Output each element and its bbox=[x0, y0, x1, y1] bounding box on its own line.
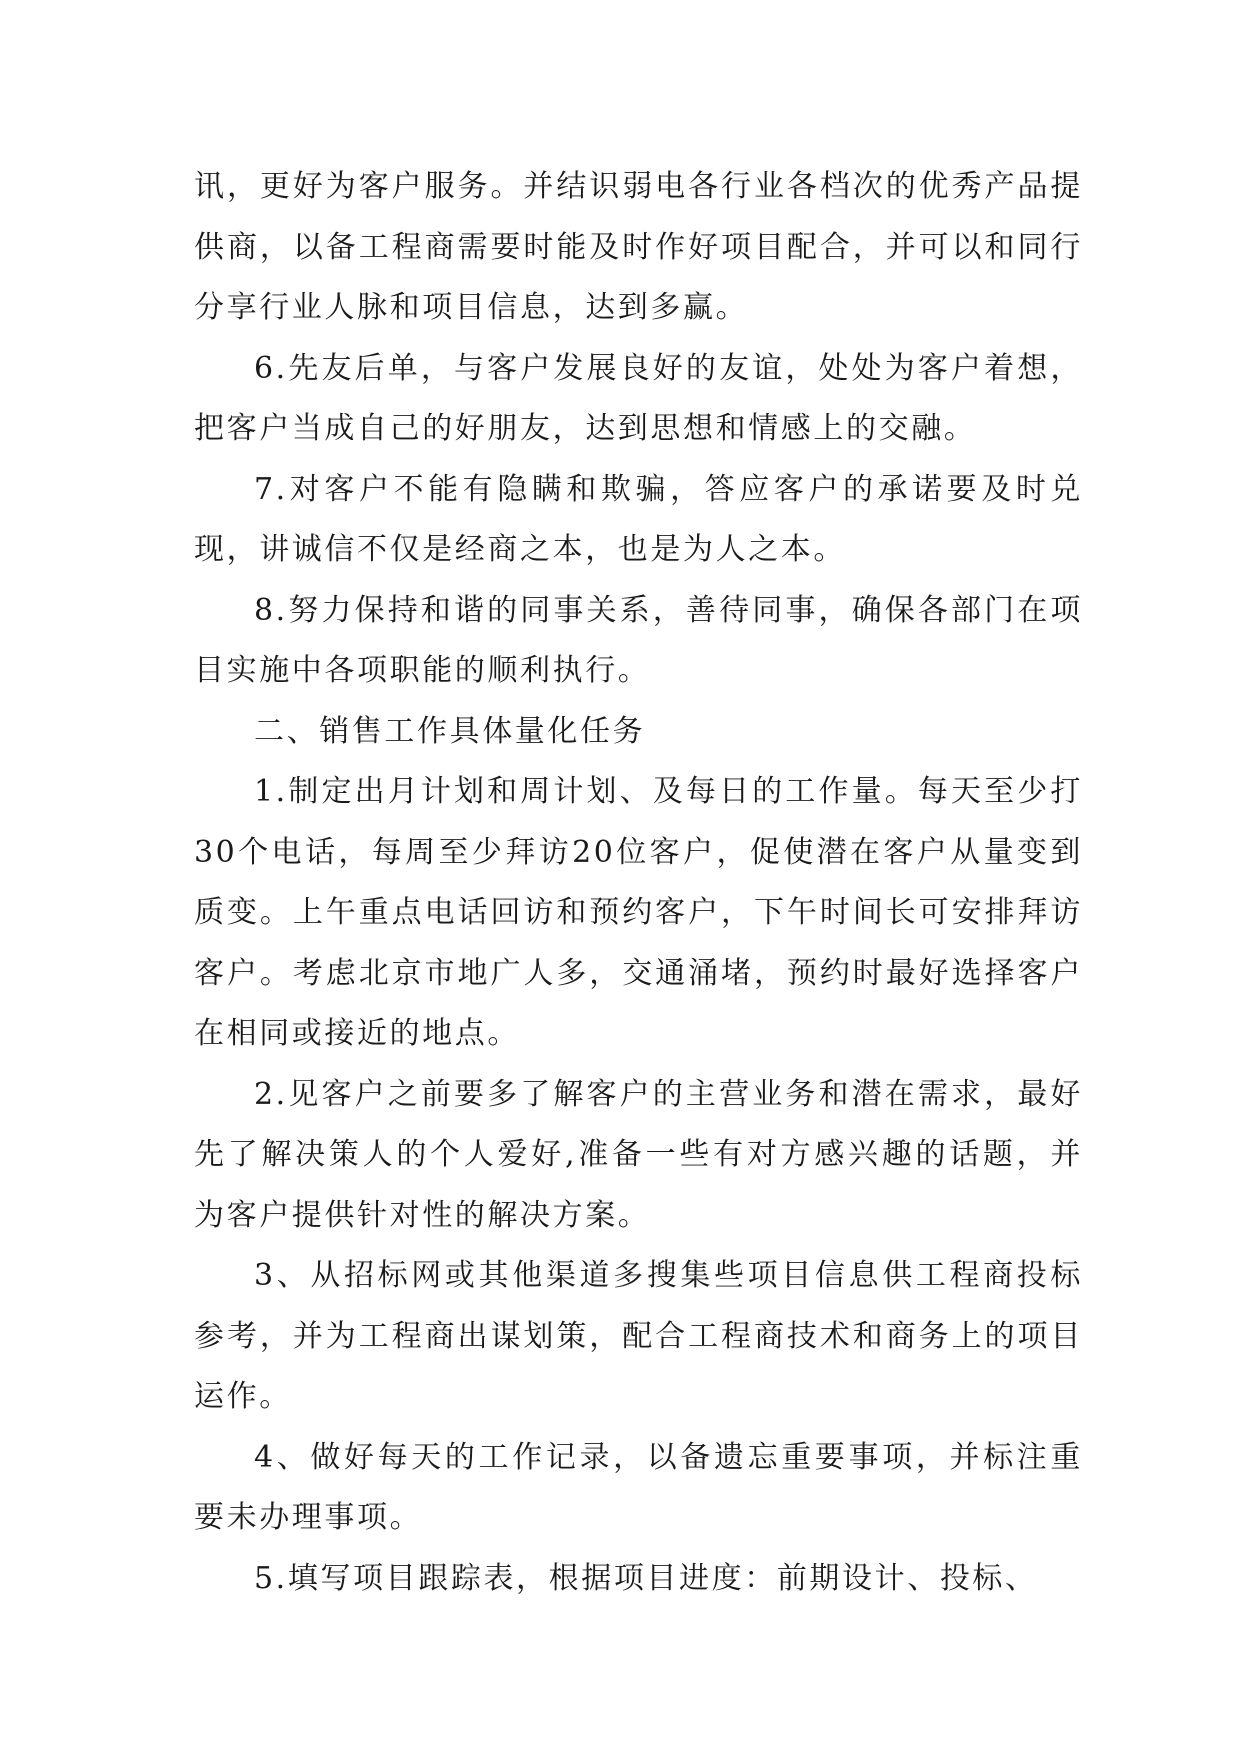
paragraph-task-4: 4、做好每天的工作记录，以备遗忘重要事项，并标注重要未办理事项。 bbox=[194, 1439, 1083, 1535]
paragraph-continued: 讯，更好为客户服务。并结识弱电各行业各档次的优秀产品提供商，以备工程商需要时能及时作好项目配合，并可以和同行分享行业人脉和项目信息，达到多赢。 bbox=[194, 169, 1083, 325]
paragraph-item-8: 8.努力保持和谐的同事关系，善待同事，确保各部门在项目实施中各项职能的顺利执行。 bbox=[194, 592, 1083, 688]
paragraph-task-2: 2.见客户之前要多了解客户的主营业务和潜在需求，最好先了解决策人的个人爱好,准备一些有对方感兴趣的话题，并为客户提供针对性的解决方案。 bbox=[194, 1076, 1083, 1233]
section-heading: 二、销售工作具体量化任务 bbox=[254, 713, 646, 749]
paragraph-task-3: 3、从招标网或其他渠道多搜集些项目信息供工程商投标参考，并为工程商出谋划策，配合工程商技术和商务上的项目运作。 bbox=[194, 1258, 1083, 1414]
paragraph-task-5: 5.填写项目跟踪表，根据项目进度：前期设计、投标、 bbox=[254, 1560, 1038, 1596]
paragraph-item-7: 7.对客户不能有隐瞒和欺骗，答应客户的承诺要及时兑现，讲诚信不仅是经商之本，也是为人之本。 bbox=[194, 471, 1083, 567]
paragraph-item-6: 6.先友后单，与客户发展良好的友谊，处处为客户着想，把客户当成自己的好朋友，达到思想和情感上的交融。 bbox=[194, 350, 1083, 446]
paragraph-task-1: 1.制定出月计划和周计划、及每日的工作量。每天至少打30个电话，每周至少拜访20位客户，促使潜在客户从量变到质变。上午重点电话回访和预约客户，下午时间长可安排拜访客户。考虑北京市地广人多，交通涌堵，预约时最好选择客户在相同或接近的地点。 bbox=[194, 774, 1083, 1051]
